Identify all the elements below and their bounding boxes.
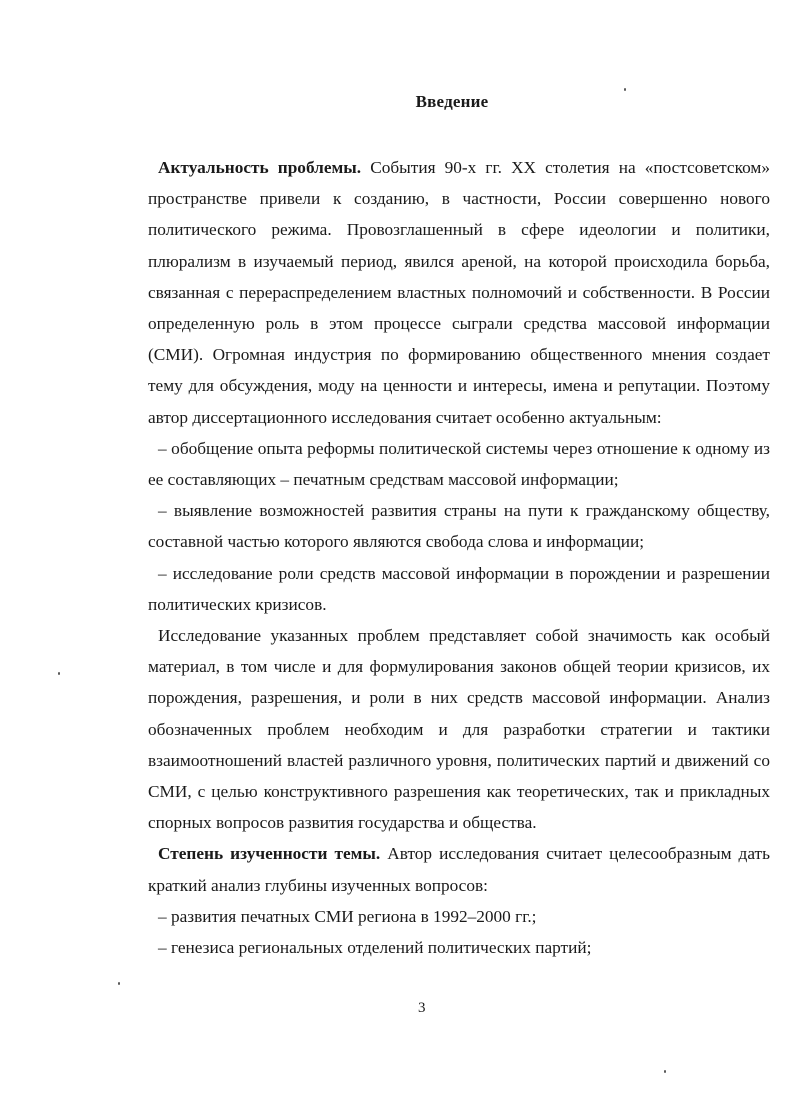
body-text <box>148 152 770 963</box>
list-item: – исследование роли средств массовой информации в порождении и разрешении политических кризисов. <box>148 563 770 614</box>
scan-speck <box>664 1070 666 1073</box>
paragraph-text: Автор исследования считает целесообразным дать краткий анализ глубины изученных вопросов: <box>148 844 770 895</box>
paragraph-relevance <box>148 152 770 433</box>
scan-speck <box>624 88 626 91</box>
list-item: – развития печатных СМИ региона в 1992–2000 гг.; <box>158 906 537 926</box>
heading-relevance: Актуальность проблемы. <box>158 158 362 177</box>
list-item: – выявление возможностей развития страны на пути к гражданскому обществу, составной частью которого являются свобода слова и информации; <box>148 501 770 552</box>
list-item: – генезиса региональных отделений политических партий; <box>158 938 592 958</box>
paragraph-degree-of-study <box>148 838 770 900</box>
list-item: – обобщение опыта реформы политической системы через отношение к одному из ее составляющих – печатным средствам массовой информации; <box>148 438 770 490</box>
paragraph-text: События 90-х гг. XX столетия на «постсоветском» пространстве привели к созданию, в частности, России совершенно нового политического режима. Провозглашенный в сфере идеологии и политики, плюрализм в изучаемый период, явился ареной, на которой происходила борьба, связанная с перераспределением властных полномочий и собственности. В России определенную роль в этом процессе сыграли средства массовой информации (СМИ). Огромная индустрия по формированию общественного мнения создает тему для обсуждения, моду на ценности и интересы, имена и репутации. Поэтому автор диссертационного исследования считает особенно актуальным: <box>148 158 770 427</box>
scan-speck <box>118 982 120 985</box>
page-number: 3 <box>418 1000 426 1016</box>
scan-speck <box>58 672 60 675</box>
page-title: Введение <box>415 92 489 111</box>
heading-degree-of-study: Степень изученности темы. <box>158 844 381 864</box>
paragraph-significance: Исследование указанных проблем представляет собой значимость как особый материал, в том числе и для формулирования законов общей теории кризисов, их порождения, разрешения, и роли в них средств массовой информации. Анализ обозначенных проблем необходим и для разработки стратегии и тактики взаимоотношений властей различного уровня, политических партий и движений со СМИ, с целью конструктивного разрешения как теоретических, так и прикладных спорных вопросов развития государства и общества. <box>148 626 770 833</box>
